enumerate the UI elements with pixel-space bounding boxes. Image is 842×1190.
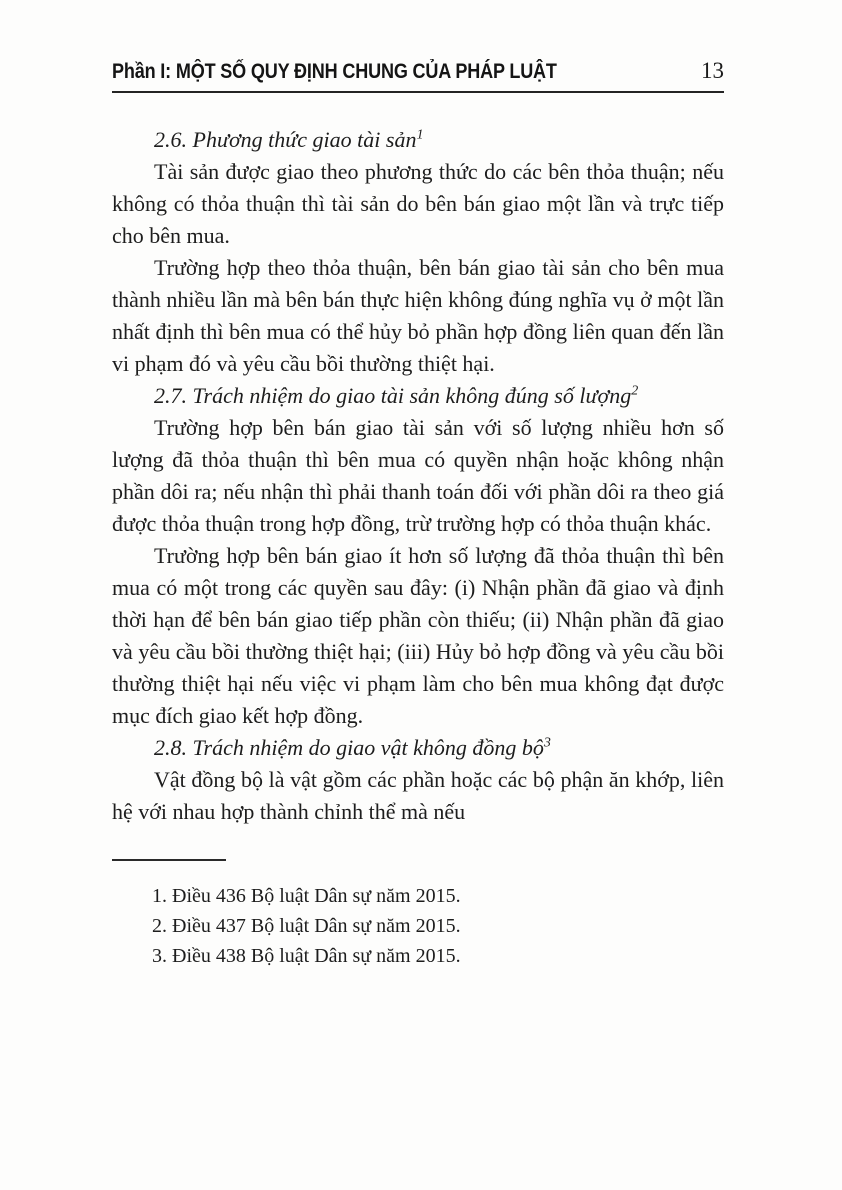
body-paragraph: Tài sản được giao theo phương thức do các bên thỏa thuận; nếu không có thỏa thuận thì tài sản do bên bán giao một lần và trực tiếp cho bên mua.	[112, 159, 724, 248]
section-heading-2-6	[112, 124, 724, 156]
body-paragraph: Trường hợp bên bán giao ít hơn số lượng đã thỏa thuận thì bên mua có một trong các quyền sau đây: (i) Nhận phần đã giao và định thời hạn để bên bán giao tiếp phần còn thiếu; (ii) Nhận phần đã giao và yêu cầu bồi thường thiệt hại; (iii) Hủy bỏ hợp đồng và yêu cầu bồi thường thiệt hại nếu việc vi phạm làm cho bên mua không đạt được mục đích giao kết hợp đồng.	[112, 543, 724, 728]
section-heading-2-8	[112, 732, 724, 764]
section-heading-text: 2.6. Phương thức giao tài sản	[154, 127, 417, 152]
footnote: 1. Điều 436 Bộ luật Dân sự năm 2015.	[152, 885, 461, 907]
body-paragraph: Vật đồng bộ là vật gồm các phần hoặc các bộ phận ăn khớp, liên hệ với nhau hợp thành chỉnh thể mà nếu	[112, 767, 724, 824]
body-paragraph: Trường hợp theo thỏa thuận, bên bán giao tài sản cho bên mua thành nhiều lần mà bên bán thực hiện không đúng nghĩa vụ ở một lần nhất định thì bên mua có thể hủy bỏ phần hợp đồng liên quan đến lần vi phạm đó và yêu cầu bồi thường thiệt hại.	[112, 255, 724, 376]
footnote-separator	[112, 859, 226, 861]
section-heading-2-7	[112, 380, 724, 412]
footnote-list	[112, 881, 724, 971]
footnote-area	[112, 859, 724, 971]
header-rule	[112, 91, 724, 93]
section-heading-text: 2.8. Trách nhiệm do giao vật không đồng bộ	[154, 735, 544, 760]
running-header	[112, 58, 724, 84]
footnote-ref-1: 1	[416, 127, 424, 143]
running-header-title: Phần I: MỘT SỐ QUY ĐỊNH CHUNG CỦA PHÁP LUẬT	[112, 60, 557, 83]
section-heading-text: 2.7. Trách nhiệm do giao tài sản không đúng số lượng	[154, 383, 632, 408]
body-paragraph: Trường hợp bên bán giao tài sản với số lượng nhiều hơn số lượng đã thỏa thuận thì bên mua có quyền nhận hoặc không nhận phần dôi ra; nếu nhận thì phải thanh toán đối với phần dôi ra theo giá được thỏa thuận trong hợp đồng, trừ trường hợp có thỏa thuận khác.	[112, 415, 724, 536]
footnote-ref-3: 3	[543, 735, 551, 751]
page-number: 13	[701, 58, 724, 83]
footnote-ref-2: 2	[631, 383, 639, 399]
page-body	[112, 124, 724, 828]
footnote: 3. Điều 438 Bộ luật Dân sự năm 2015.	[152, 945, 461, 967]
footnote: 2. Điều 437 Bộ luật Dân sự năm 2015.	[152, 915, 461, 937]
